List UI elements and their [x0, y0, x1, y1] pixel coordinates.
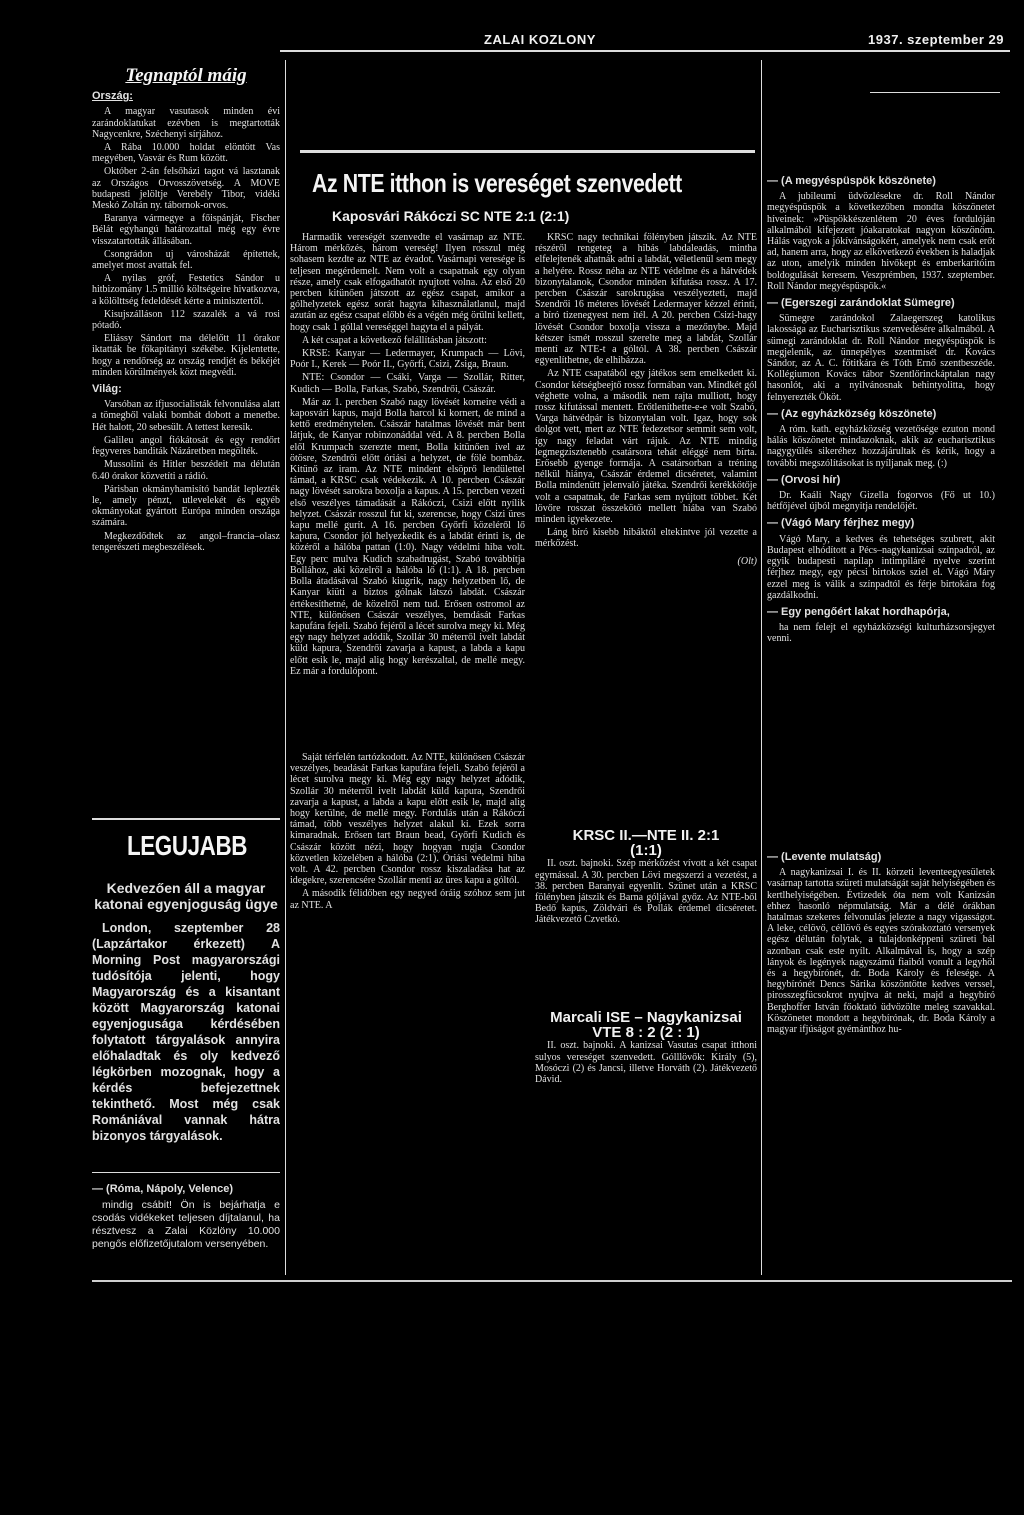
issue-date: 1937. szeptember 29 [868, 32, 1004, 47]
news-item: Csongrádon uj városházát építettek, amelyet most avattak fel. [92, 248, 280, 272]
news-item: Mussolini és Hitler beszédeit ma délután 6.40 órakor közvetíti a rádió. [92, 459, 280, 482]
article-headline: KRSC II.—NTE II. 2:1 [572, 827, 720, 844]
latest-news-article [92, 880, 280, 1180]
article-score: (1:1) [630, 842, 662, 860]
news-heading: — (Levente mulatság) [767, 851, 882, 863]
newspaper-name: ZALAI KOZLONY [484, 32, 596, 47]
match-report: Már az 1. percben Szabó nagy lövését korneire védi a kaposvári kapus, majd Bolla harcol ki kornert, de mind a kettő eredménytelen. Császár hatalmas lövését már bent látjuk, de Kanyar robinzonáddal véd. A 8. percben Bolla elől Krumpach szerezte ment, Bolla kitünően ível az ötösre, Szendrői előtt óriási a helyzet, de fölé bombáz. Kitünő az iram. Az NTE mindent elsöprő lendülettel támad, a KRSC csak védekezik. A 10. percben Császár nagy lövését sarokra boxolja a kapus. A 15. percben vezeti első veszélyes támadását a Rákóczi, Csizi előtt nyílik helyzet. Császár rosszul fut ki, szerencse, hogy Csizi üres kapu mellé gurít. A 16. percben Győrfi közeléről lő kapura, Csondor jól helyezkedik és a labdát érinti is, de közéről a hálóba pattan (1:0). Nagy védelmi hiba volt. Egy perc mulva Kudich szabadrugást, Szabó továbbítja Bollához, aki közelről a hálóba lő (1:1). A 18. percben Bolla átadásával Szabó kiugrik, nagy helyzetben lő, de Kanyar kiüti a biztos gólnak látszó labdát. Császár értékesíthetné, de közelről nem tud. Erősen ostromol az NTE, különösen Császár veszélyes, bemdását Farkas kapufára fejeli. Szabó fejéről a lécet surolva megy ki. Még egy nagy helyzet adódik, Szollár 30 méterről ivelt labdát küld kapura, Szendrői zavarja a kapust, a labda a kapu előtt esik le, majd alig hogy kerészaltal, de mellé megy. Ez már a fordulópont. [290, 396, 525, 677]
match-report: Harmadik vereségét szenvedte el vasárnap az NTE. Három mérkőzés, három vereség! Ilyen rosszul még sohasem kezdte az NTE az évadot. Vasárnapi veresége is teljesen megérdemelt. Nem volt a csapatnak egy olyan része, amely csak elfogadhatót nyujtott volna. Az első 20 percben kitünően játszott az egész csapat, amikor a gólhelyzetek egész sorát hagyta kihasználatlanul, majd azután az egész csapat előbb és a végén még örülni kellett, hogy csak 1 góllal vereséggel hagyta el a pályát. [290, 232, 525, 333]
news-body: A róm. kath. egyházközség vezetősége ezuton mond hálás köszönetet mindazoknak, akik az eucharisztikus nagygyűlés sikeréhez hozzájárultak és kérik, hogy a további megszólításokat is nyíljanak meg. (:) [767, 424, 995, 469]
news-body: Dr. Kaáli Nagy Gizella fogorvos (Fő ut 10.) hétfőjével újból megnyitja rendelőjét. [767, 490, 995, 513]
news-item: Eliássy Sándort ma délelőtt 11 órakor iktatták be főkapitányi székébe. Kijelentette, hogy a rendőrség az ország rendjét és békéjét minden körülmények közt megvédi. [92, 333, 280, 378]
masthead [92, 30, 1016, 50]
notice-heading: — (Róma, Nápoly, Velence) [92, 1183, 234, 1195]
sports-headline: Az NTE itthon is vereséget szenvedett [312, 168, 682, 198]
news-heading: — (Vágó Mary férjhez megy) [767, 517, 915, 530]
news-item: Galileu angol fiókátosát és egy rendőrt fegyveres banditák Názáretben megölték. [92, 434, 280, 458]
news-heading: — (Az egyházközség köszönete) [767, 407, 937, 420]
news-body: A jubileumi üdvözlésekre dr. Roll Nándor megyéspüspök a következőben mondta köszönetet híveinek: »Püspökkészenlétem 20 éves fordulóján alkalmából kifejezett jóakaratokat nagyon köszönöm. Hálás vagyok a jókívánságokért, amelyek nem csak erőt ad, hanem arra, hogy az elkövetkező években is haladjak az uton, amelyik minden hivőkept és emberkarítóim boldogulását keresem. Veszprémben, 1937. szeptember. Roll Nándor megyéspüspök.« [767, 191, 995, 292]
news-body: A nagykanizsai I. és II. körzeti leventeegyesületek vasárnap tartotta szüreti mulatságát saját helyiségében és kertlhelyiségében. Évtizedek óta nem volt Kanizsán ehhez hasonló népmulatság. Már a délé órákban hatalmas szekeres felvonulás jelezte a nagy vigasságot. A leke, célövő, céllövő és egyes szórakoztató versenyek egész délután folytak, a tulajdonképpeni szüreti bál azonban csak este nyílt. Alkalmával is, hogy a szép lányok és legények nagyszámú fiaiból vonult a legyhöl és a hegybírónét, dr. Boda Károly és felesége. A hegybírónét Dencs Sárika köszöntötte kedves verssel, pirosszegfücsokrot nyujtva át neki, majd a hegybíró Berghoffer István főoktató üdvözölte meleg szavakkal. Köszönetet mondott a hegybírónak, dr. Boda Károly a magyar ifjúságot gyémánthoz hu- [767, 867, 995, 1036]
article-headline: Kedvezően áll a magyar katonai egyenjoguság ügye [94, 880, 278, 912]
news-heading: — (Orvosi hír) [767, 473, 841, 486]
masthead-rule-right [870, 92, 1000, 93]
sports-subheadline: Kaposvári Rákóczi SC NTE 2:1 (2:1) [332, 208, 570, 224]
article-headline: Marcali ISE – Nagykanizsai [550, 1009, 742, 1026]
page-bottom-rule [92, 1280, 1012, 1502]
news-item: Párisban okmányhamisító bandát leplezték le, amely pénzt, utlevelekét és egyéb okmányokat gyártott Európa minden országa számára. [92, 483, 280, 529]
news-item: Megkezdődtek az angol–francia–olasz tengerészeti megbeszélések. [92, 530, 280, 553]
news-item: Október 2-án felsőházi tagot vá lasztanak az Országos Orvosszövetség. A MOVE budapesti jelöltje Verebély Tibor, vidéki Meskó Zoltán ny. tábornok-orvos. [92, 166, 280, 212]
news-heading: — Egy pengőért lakat hordhapórja, [767, 605, 950, 618]
local-news-column [767, 170, 995, 830]
krsc-reserve-article [535, 826, 757, 996]
sports-column-right [535, 232, 757, 807]
levente-article [767, 846, 995, 1274]
news-body: Vágó Mary, a kedves és tehetséges szubrett, akit Budapest elhódított a Pécs–nagykanizsai színpadról, az egyik budapesti napilap intimpiláré nyelve szerint férjhez megy, egy pécsi birtokos sziel el. Vágó Máry ezzel meg is válik a színpadtól és férje birtokára fog gazdálkodni. [767, 533, 995, 601]
match-lineup: KRSE: Kanyar — Ledermayer, Krumpach — Lövi, Poór I., Kerek — Poór II., Győrfi, Csizi, Zsiga, Braun. [290, 348, 525, 371]
match-report: A második félidőben egy negyed óráig szóhoz sem jut az NTE. A [290, 888, 525, 911]
news-item: Varsóban az ifjusocialisták felvonulása alatt a tömegből valaki bombát dobott a menetbe. Hét halott, 20 sebesült. A tettest keresik. [92, 399, 280, 433]
match-report: Láng bíró kisebb hibáktól eltekintve jól vezette a mérkőzést. [535, 527, 757, 550]
notice-body: mindig csábit! Ön is bejárhatja e csodás vidékeket teljesen díjtalanul, ha résztvesz a Zalai Közlöny 10.000 pengős előfizetőjutalom versenyében. [92, 1199, 280, 1251]
news-heading: — (A megyéspüspök köszönete) [767, 175, 936, 187]
column-divider [92, 818, 280, 820]
news-item: A magyar vasutasok minden évi zarándoklatukat ezévben is megtartották Nagycenkre, Széchenyi sírjához. [92, 106, 280, 140]
sports-column-left [290, 232, 525, 752]
news-body: Sümegre zarándokol Zalaegerszeg katolikus lakossága az Eucharisztikus szenvedésére alkalmából. A sümegi zarándoklat dr. Roll Nándor megyéspüspök is megjelenik, az ünnepélyes szentmisét dr. Kovács Sándor, az A. C. főtitkára és Tóth Ernő szentbeszéde. Kollégiumon Kovács tábor Szentlőrinckáptalan nagy hasonlót, aki a nyilvánosnak behintyolitta, hogy felnyerezték Ököt. [767, 313, 995, 403]
news-item: A nyilas gróf, Festetics Sándor u hitbizomány 1.5 millió költségeire hivatkozva, a kölölttség fedeldését kérte a minisztertől. [92, 273, 280, 307]
match-report: Az NTE csapatából egy játékos sem emelkedett ki. Csondor kétségbeejtő rossz formában van. Mindkét gól véghette volna, a második nem rajta mulliott, hogy rossz kifutással mentett. Erőtleníthette-e-e volt Szabó, Varga hátvédpár is bizonytalan volt. Igaz, hogy sok dolgot vett, mert az NTE fedezetsor semmit sem volt, így nagy feladat várt rájuk. Az NTE mindig legmegzisztenebb csatársora tehát eléggé nem bírta. Erősebb gyenge formája. A csatársorban a tréning nélkül hiánya, Császár érdemel dicséretet, valamint Bolla mindenütt jelenvaló játéka. Szendrői kerékkötője volt a csapatnak, de Farkas sem nyújtott többet. Két lövőre rosszat összekötő mellett hiába van Szabó minden igyekezete. [535, 368, 757, 526]
match-lineup: NTE: Csondor — Csáki, Varga — Szollár, Ritter, Kudich — Bolla, Farkas, Szabó, Szendrői, Császár. [290, 372, 525, 395]
column-divider [285, 60, 286, 1275]
article-score: VTE 8 : 2 (2 : 1) [592, 1024, 700, 1042]
article-body: London, szeptember 28 (Lapzártakor érkezett) A Morning Post magyarországi tudósítója jelenti, hogy Magyarország és a kisantant között Magyarország katonai egyenjogusága kérdésében folytatott tárgyalások annyira előhaladtak és oly kedvező légkörben mozognak, hogy a kérdés befejezettnek tekinthető. Most még csak Romániával vannak hátra bizonyos tárgyalások. [92, 921, 280, 1143]
masthead-rule [280, 50, 1010, 52]
section-heading-world: Világ: [92, 383, 122, 396]
column-kicker: Tegnaptól máig [125, 68, 247, 86]
article-body: II. oszt. bajnoki. Szép mérkőzést vívott a két csapat egymással. A 30. percben Lövi megszerzi a vezetést, a 38. percben Baranyai egyenlít. Szünet után a KRSC fölényben játszik és Barna góljával győz. Az NTE-ből Bedő kapus, Zöldvári és Pollák érdemel dicséretet. Játékvezető Czvetkó. [535, 858, 757, 926]
column-divider [92, 1172, 280, 1173]
news-item: A Rába 10.000 holdat elöntött Vas megyében, Vasvár és Rum között. [92, 142, 280, 165]
match-report: KRSC nagy technikai fölényben játszik. Az NTE részéről rengeteg a hibás labdaleadás, mintha elfelejtenék ahatnák adni a labdát, véletlenül sem megy a helyére. Rossz néha az NTE védelme és a hátvédek bizonytalanok, Csondor minden kifutása rossz. A 17. percben Császár sarokrugása veszélyezteti, majd Szendrői 16 méteres lövését Ledermayer kézzel érinti, a bíró tizenegyest nem ítél. A 20. percben Csizi-hagy lövését Csondor boxolja vissza a mezőnybe. Majd kétszer ismét rosszul szerelte meg a labdát, Szollár mentí az NTE-t a góltól. A 38. percben Császár egyenlíthetne, de elhibázza. [535, 232, 757, 367]
news-item: Baranya vármegye a főispánját, Fischer Bélát egyhangú határozattal még egy évre visszatartották állásában. [92, 213, 280, 247]
section-heading-country: Ország: [92, 90, 133, 103]
travel-notice [92, 1178, 280, 1272]
news-body: ha nem felejt el egyházközségi kulturházsorsjegyet venni. [767, 622, 995, 645]
headline-rule [300, 150, 755, 153]
news-item: Kisujszálláson 112 szazalék a vá rosi pótadó. [92, 308, 280, 332]
sports-column-left-cont [290, 752, 525, 1272]
marcali-article [535, 1008, 757, 1168]
news-column [92, 68, 280, 898]
author-signoff: (Olt) [737, 555, 757, 567]
column-divider [761, 60, 762, 1275]
match-report: Saját térfelén tartózkodott. Az NTE, különösen Császár veszélyes, beadását Farkas kapufára fejeli. Szabó fejéről a lécet surolva megy ki. Még egy nagy helyzet adódik, Szollár 30 méterről ivelt labdát küld kapura, Szendrői zavarja a kapust, a labda a kapu előtt esik le, majd alig hogy kerülne, de mellé megy. Fordulás után a Rákóczi támad, több veszélyes helyzet alakul ki. Ezek sorra kimaradnak. Erősen tart Braun bead, Győrfi Kudich és Császár között nézi, hogy hogyan rugja Csondor közvetlen közelében a hálóba (2:1). Óriási védelmi hiba volt. A 42. percben Csondor rossz kiszaladása hat az idegekre, szerencsére Szollár menti az üres kapu a góltól. [290, 752, 525, 887]
latest-news-title: LEGUJABB [126, 830, 247, 861]
news-heading: — (Egerszegi zarándoklat Sümegre) [767, 297, 955, 310]
article-body: II. oszt. bajnoki. A kanizsai Vasutas csapat itthoni sulyos vereséget szenvedett. Gólllövők: Király (5), Mosóczi (2) és Jancsi, illetve Horváth (2). Játékvezető Dávid. [535, 1040, 757, 1086]
match-report: A két csapat a következő felállításban játszott: [302, 334, 487, 346]
